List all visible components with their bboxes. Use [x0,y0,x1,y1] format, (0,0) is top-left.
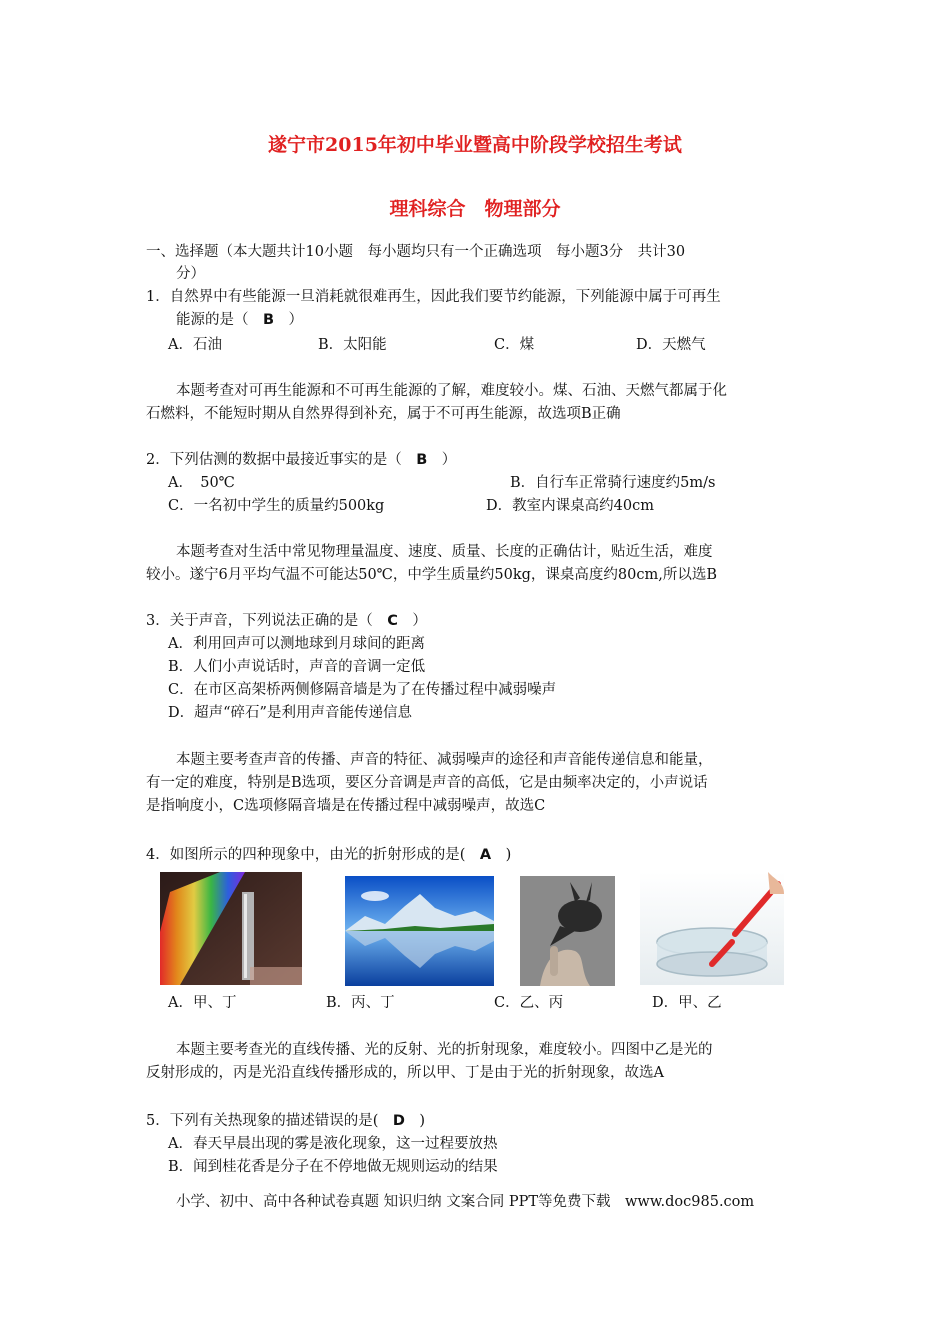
q5-option-a: A．春天早晨出现的雾是液化现象，这一过程要放热 [168,1136,498,1152]
q4-option-a: A．甲、丁 [168,995,237,1011]
q1-explanation-line-2: 石燃料，不能短时期从自然界得到补充，属于不可再生能源，故选项B正确 [146,406,621,422]
q3-option-b: B．人们小声说话时，声音的音调一定低 [168,659,426,675]
q2-close: ） [427,452,457,468]
lake-reflection-image [345,876,494,986]
q2-explanation-line-2: 较小。遂宁6月平均气温不可能达50℃，中学生质量约50kg，课桌高度约80cm,所以选B [146,567,717,583]
page-subtitle: 理科综合 物理部分 [389,198,561,220]
q2-explanation-line-1: 本题考查对生活中常见物理量温度、速度、质量、长度的正确估计，贴近生活，难度 [176,544,713,560]
q1-option-c: C．煤 [494,337,535,353]
q1-option-b: B．太阳能 [318,337,387,353]
q5-answer: D [392,1113,405,1129]
page-footer: 小学、初中、高中各种试卷真题 知识归纳 文案合同 PPT等免费下载 www.doc985.com [176,1194,755,1210]
q2-stem-text: 2．下列估测的数据中最接近事实的是（ [146,452,417,468]
q5-close: ) [404,1113,426,1129]
q2-option-d: D．教室内课桌高约40cm [486,498,654,514]
straw-in-water-image [640,872,784,985]
q3-stem [146,610,427,632]
q3-option-d: D．超声“碎石”是利用声音能传递信息 [168,705,412,721]
q3-stem-text: 3．关于声音，下列说法正确的是（ [146,613,388,629]
q4-option-d: D．甲、乙 [652,995,722,1011]
q3-explanation-line-2: 有一定的难度，特别是B选项，要区分音调是声音的高低，它是由频率决定的，小声说话 [146,775,708,791]
q1-stem-line-1: 1．自然界中有些能源一旦消耗就很难再生，因此我们要节约能源，下列能源中属于可再生 [146,289,721,305]
q1-stem-text: 能源的是（ [176,312,263,328]
q1-option-d: D．天燃气 [636,337,706,353]
hand-shadow-puppet-image [520,876,615,986]
q4-stem [146,844,511,866]
q3-explanation-line-3: 是指响度小，C选项修隔音墙是在传播过程中减弱噪声，故选C [146,798,546,814]
q3-option-a: A．利用回声可以测地球到月球间的距离 [168,636,425,652]
section-header-line-1: 一、选择题（本大题共计10小题 每小题均只有一个正确选项 每小题3分 共计30 [146,244,686,260]
q1-option-a: A．石油 [168,337,222,353]
q1-explanation-line-1: 本题考查对可再生能源和不可再生能源的了解，难度较小。煤、石油、天燃气都属于化 [176,383,727,399]
q5-stem-text: 5．下列有关热现象的描述错误的是( [146,1113,393,1129]
q3-explanation-line-1: 本题主要考查声音的传播、声音的特征、减弱噪声的途径和声音能传递信息和能量， [176,752,713,768]
prism-rainbow-image [160,872,302,985]
section-header-line-2: 分） [176,266,205,282]
q2-answer: B [416,452,428,468]
q2-stem [146,449,456,471]
q5-stem [146,1110,425,1132]
q2-option-b: B．自行车正常骑行速度约5m/s [510,475,716,491]
q2-option-a: A． 50℃ [168,475,235,491]
page-title: 遂宁市2015年初中毕业暨高中阶段学校招生考试 [268,134,682,156]
q4-stem-text: 4．如图所示的四种现象中，由光的折射形成的是( [146,847,480,863]
q1-stem-line-2 [176,309,303,331]
q4-explanation-line-1: 本题主要考查光的直线传播、光的反射、光的折射现象，难度较小。四图中乙是光的 [176,1042,713,1058]
q4-close: ) [491,847,512,863]
q5-option-b: B．闻到桂花香是分子在不停地做无规则运动的结果 [168,1159,498,1175]
q1-close: ） [274,312,304,328]
q1-answer: B [263,312,275,328]
q3-answer: C [387,613,398,629]
q4-option-b: B．丙、丁 [326,995,395,1011]
q3-option-c: C．在市区高架桥两侧修隔音墙是为了在传播过程中减弱噪声 [168,682,557,698]
q2-option-c: C．一名初中学生的质量约500kg [168,498,385,514]
q4-option-c: C．乙、丙 [494,995,564,1011]
q4-explanation-line-2: 反射形成的，丙是光沿直线传播形成的，所以甲、丁是由于光的折射现象，故选A [146,1065,664,1081]
q4-answer: A [479,847,492,863]
q3-close: ） [397,613,427,629]
